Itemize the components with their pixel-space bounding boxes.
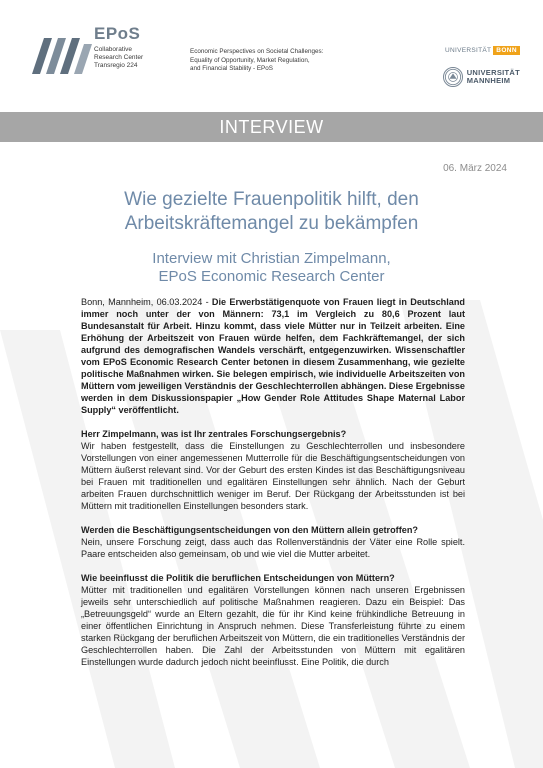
intro-paragraph bbox=[81, 296, 465, 416]
intro-lead-text: Die Erwerbstätigenquote von Frauen liegt in Deutschland immer noch unter der von Männern: 73,1 im Vergleich zu 80,6 Prozent laut Bundesanstalt für Arbeit. Hinzu kommt, dass viele Mütter nur in Teilzeit arbeiten. Eine Erhöhung der Arbeitszeit von Frauen würde helfen, dem Fachkräftemangel, der sich aufgrund des demografischen Wandels verschärft, entgegenzuwirken. Wissenschaftler vom EPoS Economic Research Center betonen in diesem Zusammenhang, wie gezielte politische Maßnahmen wirken. Sie belegen empirisch, wie individuelle Arbeitszeiten von Müttern vom jeweiligen Verständnis der Geschlechterrollen abhängen. Diese Ergebnisse werden in dem Diskussionspapier „How Gender Role Attitudes Shape Maternal Labor Supply“ veröffentlicht. bbox=[81, 297, 465, 415]
tagline-line: Economic Perspectives on Societal Challenges: bbox=[190, 48, 324, 55]
university-mannheim-logo bbox=[443, 67, 520, 87]
logo-subtitle bbox=[94, 46, 184, 70]
mannheim-seal-icon bbox=[443, 67, 463, 87]
epos-logo-mark-icon bbox=[30, 28, 92, 76]
interview-answer: Wir haben festgestellt, dass die Einstellungen zu Geschlechterrollen und insbesondere Vorstellungen von einer angemessenen Mutterrolle für die Beschäftigungsentscheidungen von Müttern äußerst relevant sind. Vor der Geburt des ersten Kindes ist das Beschäftigungsniveau bei Frauen mit traditionellen und egalitären Einstellungen sehr ähnlich. Nach der Geburt arbeiten Frauen durchschnittlich weniger im Beruf. Der Rückgang der Arbeitsstunden ist bei Müttern mit traditionellen Einstellungen besonders stark. bbox=[81, 441, 465, 511]
logo-sub-line: Transregio 224 bbox=[94, 62, 138, 69]
bonn-name: BONN bbox=[493, 46, 520, 55]
intro-dateline: Bonn, Mannheim, 06.03.2024 - bbox=[81, 297, 212, 307]
interview-answer: Nein, unsere Forschung zeigt, dass auch das Rollenverständnis der Väter eine Rolle spielt. Paare entscheiden also gemeinsam, ob und wie viel die Mutter arbeitet. bbox=[81, 537, 465, 559]
bonn-prefix: UNIVERSITÄT bbox=[444, 46, 492, 54]
mannheim-line: UNIVERSITÄT bbox=[466, 68, 520, 77]
interview-question: Herr Zimpelmann, was ist Ihr zentrales Forschungsergebnis? bbox=[81, 429, 347, 439]
interview-question: Werden die Beschäftigungsentscheidungen von den Müttern allein getroffen? bbox=[81, 525, 418, 535]
logo-title: EPoS bbox=[94, 24, 141, 43]
banner-label: INTERVIEW bbox=[219, 116, 324, 137]
article-subtitle bbox=[50, 250, 493, 286]
mannheim-name bbox=[467, 69, 520, 85]
tagline-line: Equality of Opportunity, Market Regulation, bbox=[190, 56, 310, 64]
interview-question: Wie beeinflusst die Politik die beruflichen Entscheidungen von Müttern? bbox=[81, 573, 395, 583]
interview-banner bbox=[0, 112, 543, 142]
publication-date: 06. März 2024 bbox=[443, 163, 507, 174]
article-body bbox=[81, 296, 465, 680]
title-line: Wie gezielte Frauenpolitik hilft, den bbox=[124, 189, 419, 210]
tagline-line: and Financial Stability - EPoS bbox=[190, 65, 273, 73]
title-line: Arbeitskräftemangel zu bekämpfen bbox=[124, 213, 419, 234]
university-bonn-logo bbox=[445, 44, 520, 56]
subtitle-line: Interview mit Christian Zimpelmann, bbox=[152, 250, 391, 267]
project-tagline bbox=[190, 48, 390, 74]
logo-sub-line: Research Center bbox=[94, 54, 144, 61]
mannheim-line: MANNHEIM bbox=[466, 76, 511, 85]
article-title bbox=[50, 188, 493, 236]
interview-answer: Mütter mit traditionellen und egalitären Vorstellungen können nach unseren Ergebnissen jeweils sehr unterschiedlich auf politische Maßnahmen reagieren. Dazu ein Beispiel: Das „Betreuungsgeld“ wurde an Eltern gezahlt, die für ihr Kind keine frühkindliche Betreuung in einer öffentlichen Einrichtung in Anspruch nehmen. Diese Transferleistung führte zu einem starken Rückgang der beruflichen Arbeitszeit von Müttern, die ein traditionelles Verständnis der Geschlechterrollen haben. Die Zahl der Arbeitsstunden von Müttern mit egalitären Einstellungen wurde dadurch jedoch nicht beeinflusst. Eine Politik, die durch bbox=[81, 585, 465, 667]
subtitle-line: EPoS Economic Research Center bbox=[158, 268, 385, 285]
logo-sub-line: Collaborative bbox=[94, 46, 132, 53]
epos-logo bbox=[30, 22, 180, 78]
